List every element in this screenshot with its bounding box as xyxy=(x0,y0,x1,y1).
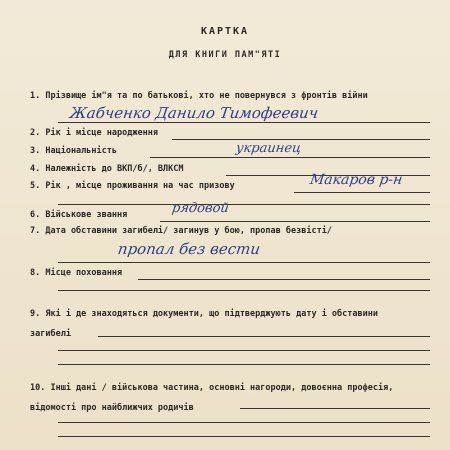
field-2-line xyxy=(172,139,430,140)
field-6-value: рядовой xyxy=(170,201,230,216)
field-5-line-2 xyxy=(58,204,430,205)
field-10-line-3 xyxy=(58,436,430,437)
field-10-line-2 xyxy=(58,422,430,423)
field-3-line xyxy=(150,157,430,158)
field-5-label: 5. Рік , місце проживання на час призову xyxy=(30,181,235,191)
field-8-label: 8. Місце поховання xyxy=(30,268,123,278)
field-1-label: 1. Прізвище ім"я та по батькові, хто не повернувся з фронтів війни xyxy=(30,91,368,101)
field-9-line-2 xyxy=(58,350,430,351)
field-6-line xyxy=(160,221,430,222)
field-8-line xyxy=(138,279,430,280)
field-6-label: 6. Військове звання xyxy=(30,210,128,220)
field-5-value: Макаров р-н xyxy=(308,172,404,188)
field-1-value: Жабченко Данило Тимофеевич xyxy=(68,104,320,122)
field-4-label: 4. Належність до ВКП/б/, ВЛКСМ xyxy=(30,164,184,174)
field-10-label: 10. Інші дані / військова частина, основні нагороди, довоєнна професія, відомості про найближчих родичів xyxy=(30,383,394,413)
field-7-label: 7. Дата обставини загибелі/ загинув у бою, пропав безвісті/ xyxy=(30,226,332,236)
field-9-line xyxy=(98,336,430,337)
document-subtitle: ДЛЯ КНИГИ ПАМ"ЯТІ xyxy=(168,50,282,60)
field-3-value: украинец xyxy=(234,141,303,156)
field-5-line xyxy=(294,192,430,193)
field-9-label: 9. Які і де знаходяться документи, що підтверджують дату і обставини загибелі xyxy=(30,309,378,339)
field-1-line xyxy=(58,122,430,123)
field-7-value: пропал без вести xyxy=(116,240,262,258)
field-10-line xyxy=(240,408,430,409)
field-7-line xyxy=(58,262,430,263)
field-3-label: 3. Національність xyxy=(30,146,117,156)
field-2-label: 2. Рік і місце народження xyxy=(30,128,158,138)
document-title: КАРТКА xyxy=(200,26,250,37)
field-8-line-2 xyxy=(58,290,430,291)
field-9-line-3 xyxy=(58,364,430,365)
